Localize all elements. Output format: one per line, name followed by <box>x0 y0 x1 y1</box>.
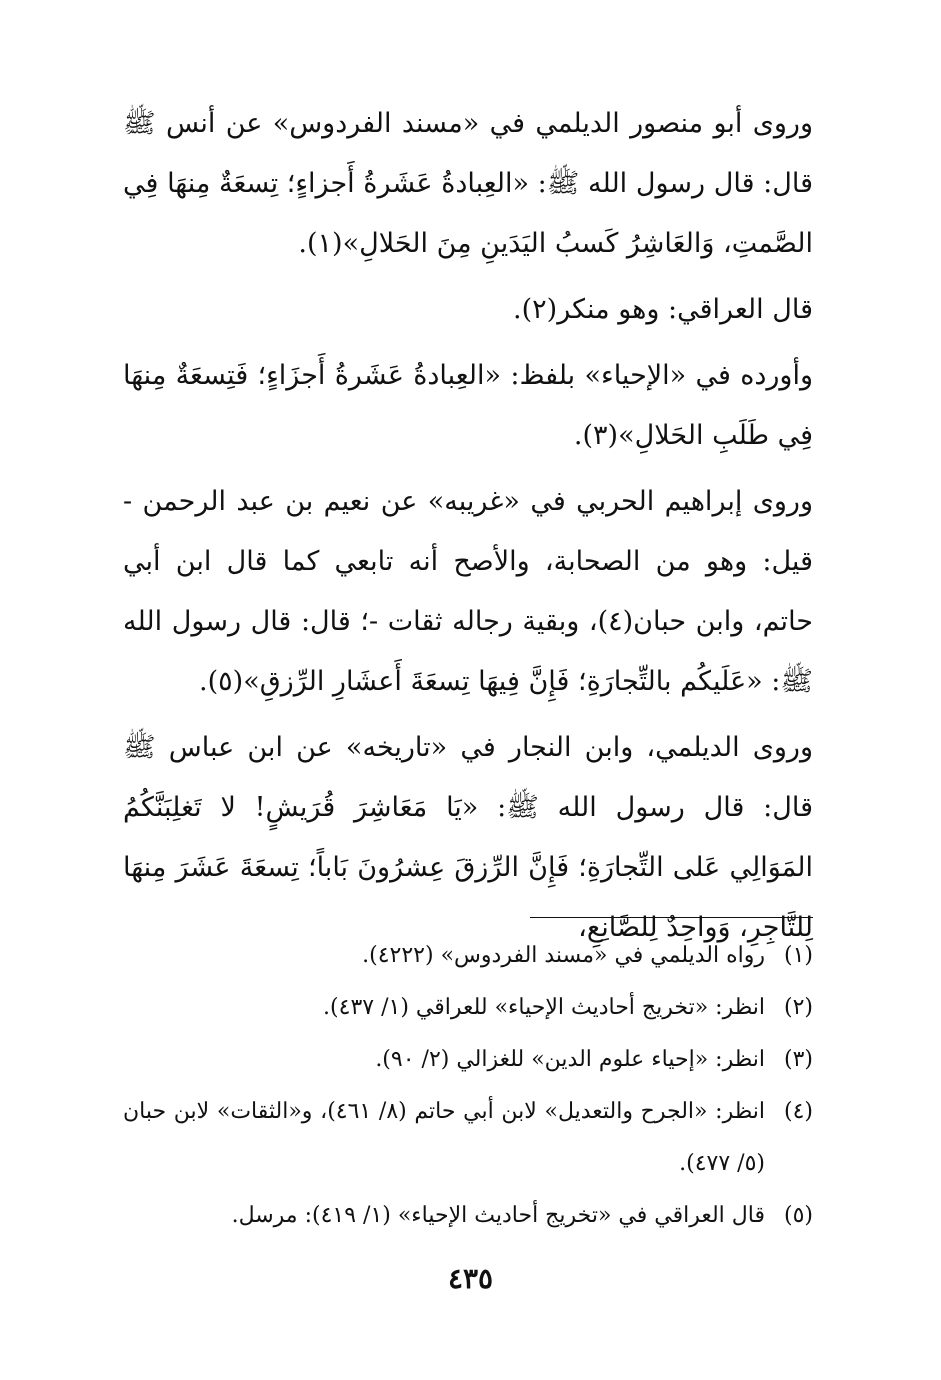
footnote-number: (٤) <box>783 1099 813 1124</box>
footnote-item <box>123 982 813 1034</box>
paragraph-iraqi-comment: قال العراقي: وهو منكر(٢). <box>513 294 813 325</box>
paragraph-harbi-narration: وروى إبراهيم الحربي في «غريبه» عن نعيم بن عبد الرحمن - قيل: وهو من الصحابة، والأصح أنه تابعي كما قال ابن أبي حاتم، وابن حبان(٤)، وبقية رجاله ثقات -؛ قال: قال رسول الله ﷺ: «عَلَيكُم بالتِّجارَةِ؛ فَإِنَّ فِيهَا تِسعَةَ أَعشَارِ الرِّزقِ»(٥). <box>123 486 813 697</box>
paragraph-ihya-wording: وأورده في «الإحياء» بلفظ: «العِبادةُ عَشَرةُ أَجزَاءٍ؛ فَتِسعَةٌ مِنهَا فِي طَلَبِ الحَلالِ»(٣). <box>123 360 813 451</box>
footnote-text: انظر: «الجرح والتعديل» لابن أبي حاتم (٨/ ٤٦١)، و«الثقات» لابن حبان (٥/ ٤٧٧). <box>123 1099 766 1176</box>
footnote-item <box>123 1190 813 1242</box>
page-number: ٤٣٥ <box>447 1262 494 1295</box>
footnote-item <box>123 930 813 982</box>
footnotes <box>123 930 813 1242</box>
footnote-text: انظر: «إحياء علوم الدين» للغزالي (٢/ ٩٠). <box>375 1047 765 1072</box>
footnote-number: (٣) <box>783 1047 813 1072</box>
footnote-text: رواه الديلمي في «مسند الفردوس» (٤٢٢٢). <box>362 943 765 968</box>
footnote-text: انظر: «تخريج أحاديث الإحياء» للعراقي (١/ ٤٣٧). <box>323 995 765 1020</box>
footnote-item <box>123 1086 813 1190</box>
footnote-number: (١) <box>783 943 813 968</box>
footnote-number: (٥) <box>783 1203 813 1228</box>
main-text <box>123 94 813 958</box>
paragraph-ibn-abbas-narration: وروى الديلمي، وابن النجار في «تاريخه» عن ابن عباس ﷺ قال: قال رسول الله ﷺ: «يَا مَعَاشِرَ قُرَيشٍ! لا تَغلِبَنَّكُمُ المَوَالِي عَلى التِّجارَةِ؛ فَإِنَّ الرِّزقَ عِشرُونَ بَاباً؛ تِسعَةَ عَشَرَ مِنهَا لِلتَّاجِرِ، وَواحِدٌ لِلصَّانِعِ، <box>123 732 813 943</box>
paragraph-anas-hadith: وروى أبو منصور الديلمي في «مسند الفردوس» عن أنس ﷺ قال: قال رسول الله ﷺ: «العِبادةُ عَشَرةُ أَجزاءٍ؛ تِسعَةٌ مِنهَا فِي الصَّمتِ، وَالعَاشِرُ كَسبُ اليَدَينِ مِنَ الحَلالِ»(١). <box>123 108 813 259</box>
footnote-item <box>123 1034 813 1086</box>
footnote-number: (٢) <box>783 995 813 1020</box>
footnote-divider <box>530 917 813 918</box>
footnote-text: قال العراقي في «تخريج أحاديث الإحياء» (١/ ٤١٩): مرسل. <box>231 1203 765 1228</box>
